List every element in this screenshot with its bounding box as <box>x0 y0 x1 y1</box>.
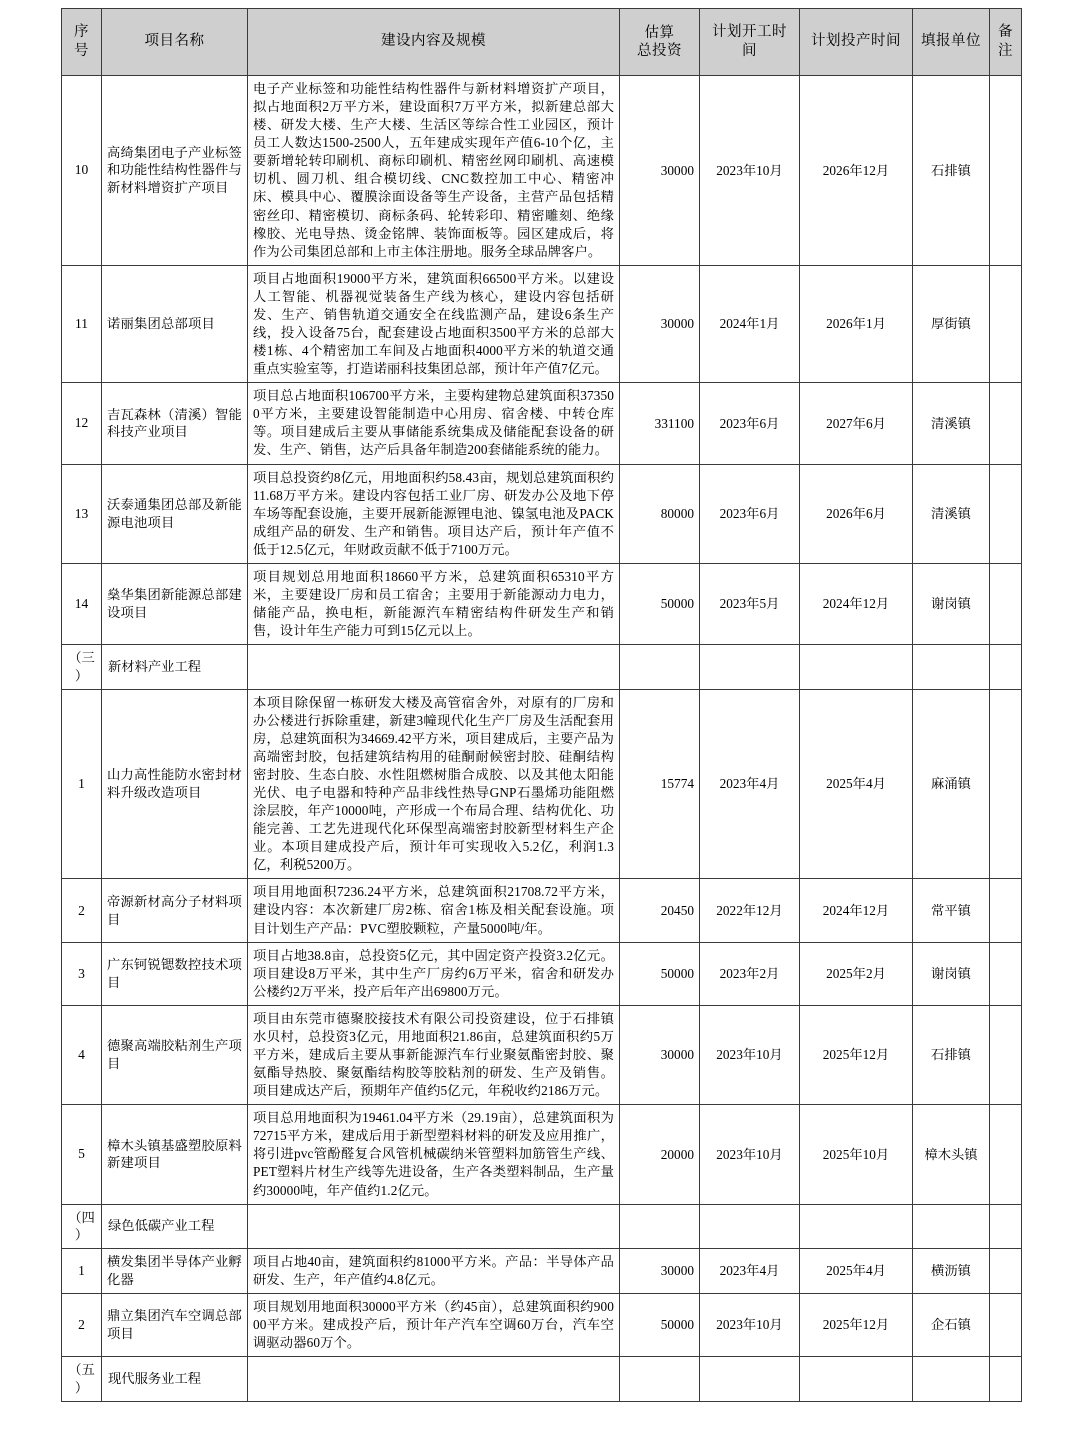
cell-project-name: 燊华集团新能源总部建设项目 <box>102 563 248 644</box>
section-remark-cell <box>990 645 1022 689</box>
section-description-cell <box>248 1204 620 1248</box>
cell-start-date: 2024年1月 <box>700 265 800 382</box>
cell-total-investment: 30000 <box>620 1005 700 1104</box>
table-row <box>62 879 1022 942</box>
cell-sequence: 2 <box>62 1294 102 1357</box>
cell-production-date: 2024年12月 <box>800 879 913 942</box>
cell-production-date: 2026年12月 <box>800 76 913 266</box>
table-row <box>62 76 1022 266</box>
table-row <box>62 942 1022 1005</box>
cell-remark <box>990 464 1022 563</box>
section-unit-cell <box>913 1204 990 1248</box>
cell-description: 项目用地面积7236.24平方米，总建筑面积21708.72平方米，建设内容：本次新建厂房2栋、宿舍1栋及相关配套设施。项目计划生产产品：PVC塑胶颗粒，产量5000吨/年。 <box>248 879 620 942</box>
cell-production-date: 2025年12月 <box>800 1294 913 1357</box>
cell-start-date: 2023年10月 <box>700 76 800 266</box>
project-investment-table <box>61 8 1022 1402</box>
cell-total-investment: 30000 <box>620 265 700 382</box>
section-index: （三） <box>62 645 102 689</box>
section-row <box>62 1204 1022 1248</box>
section-description-cell <box>248 1357 620 1401</box>
cell-reporting-unit: 石排镇 <box>913 1005 990 1104</box>
cell-production-date: 2024年12月 <box>800 563 913 644</box>
cell-project-name: 高绮集团电子产业标签和功能性结构性器件与新材料增资扩产项目 <box>102 76 248 266</box>
table-body <box>62 76 1022 1402</box>
cell-start-date: 2023年10月 <box>700 1005 800 1104</box>
cell-description: 本项目除保留一栋研发大楼及高管宿舍外，对原有的厂房和办公楼进行拆除重建，新建3幢现代化生产厂房及生活配套用房，总建筑面积为34669.42平方米，项目建成后，主要产品为高端密封胶，包括建筑结构用的硅酮耐候密封胶、硅酮结构密封胶、生态白胶、水性阻燃树脂合成胶、以及其他太阳能光伏、电子电器和特种产品非线性热导GNP石墨烯功能阻燃涂层胶，年产10000吨，产形成一个布局合理、结构优化、功能完善、工艺先进现代化环保型高端密封胶新型材料生产企业。本项目建成投产后，预计年可实现收入5.2亿，利润1.3亿，利税5200万。 <box>248 689 620 879</box>
cell-description: 项目规划用地面积30000平方米（约45亩），总建筑面积约90000平方米。建成投产后，预计年产汽车空调60万台，汽车空调驱动器60万个。 <box>248 1294 620 1357</box>
cell-remark <box>990 942 1022 1005</box>
cell-total-investment: 50000 <box>620 942 700 1005</box>
section-start-cell <box>700 1204 800 1248</box>
column-header-total-investment <box>620 9 700 76</box>
column-header-seq: 序号 <box>62 9 102 76</box>
cell-sequence: 14 <box>62 563 102 644</box>
column-header-total-investment-line1: 估算 <box>644 24 675 41</box>
cell-project-name: 帝源新材高分子材料项目 <box>102 879 248 942</box>
section-unit-cell <box>913 1357 990 1401</box>
section-index: （四） <box>62 1204 102 1248</box>
table-row <box>62 1294 1022 1357</box>
cell-sequence: 11 <box>62 265 102 382</box>
cell-total-investment: 15774 <box>620 689 700 879</box>
cell-sequence: 3 <box>62 942 102 1005</box>
cell-description: 项目总用地面积为19461.04平方米（29.19亩），总建筑面积为72715平方米，建成后用于新型塑料材料的研发及应用推广，将引进pvc管酚醛复合风管机械碳纳米管塑料加筋管生产线、PET塑料片材生产线等先进设备，生产各类塑料制品，生产量约30000吨，年产值约1.2亿元。 <box>248 1105 620 1204</box>
cell-sequence: 5 <box>62 1105 102 1204</box>
cell-reporting-unit: 清溪镇 <box>913 383 990 464</box>
column-header-total-investment-line2: 总投资 <box>637 43 682 59</box>
cell-start-date: 2023年6月 <box>700 383 800 464</box>
cell-remark <box>990 1248 1022 1293</box>
cell-total-investment: 20000 <box>620 1105 700 1204</box>
cell-remark <box>990 1105 1022 1204</box>
table-row <box>62 1105 1022 1204</box>
column-header-reporting-unit: 填报单位 <box>913 9 990 76</box>
cell-project-name: 山力高性能防水密封材料升级改造项目 <box>102 689 248 879</box>
cell-description: 项目占地40亩，建筑面积约81000平方米。产品：半导体产品研发、生产，年产值约4.8亿元。 <box>248 1248 620 1293</box>
cell-reporting-unit: 樟木头镇 <box>913 1105 990 1204</box>
cell-total-investment: 50000 <box>620 563 700 644</box>
cell-reporting-unit: 谢岗镇 <box>913 563 990 644</box>
cell-total-investment: 20450 <box>620 879 700 942</box>
section-row <box>62 645 1022 689</box>
cell-description: 项目规划总用地面积18660平方米，总建筑面积65310平方米，主要建设厂房和员工宿舍；主要用于新能源动力电力，储能产品，换电柜，新能源汽车精密结构件研发生产和销售，设计年生产能力可到15亿元以上。 <box>248 563 620 644</box>
section-start-cell <box>700 645 800 689</box>
cell-description: 项目总投资约8亿元，用地面积约58.43亩，规划总建筑面积约11.68万平方米。建设内容包括工业厂房、研发办公及地下停车场等配套设施，主要开展新能源锂电池、镍氢电池及PACK成组产品的研发、生产和销售。项目达产后，预计年产值不低于12.5亿元，年财政贡献不低于7100万元。 <box>248 464 620 563</box>
cell-remark <box>990 879 1022 942</box>
cell-description: 项目总占地面积106700平方米，主要构建物总建筑面积373500平方米，主要建设智能制造中心用房、宿舍楼、中转仓库等。项目建成后主要从事储能系统集成及储能配套设备的研发、生产、销售，达产后具备年制造200套储能系统的能力。 <box>248 383 620 464</box>
section-title: 新材料产业工程 <box>102 645 248 689</box>
column-header-description: 建设内容及规模 <box>248 9 620 76</box>
cell-reporting-unit: 常平镇 <box>913 879 990 942</box>
section-remark-cell <box>990 1357 1022 1401</box>
cell-production-date: 2025年10月 <box>800 1105 913 1204</box>
cell-description: 电子产业标签和功能性结构性器件与新材料增资扩产项目，拟占地面积2万平方米，建设面积7万平方米，拟新建总部大楼、研发大楼、生产大楼、生活区等综合性工业园区，预计员工人数达1500-2500人，五年建成实现年产值6-10个亿，主要新增轮转印刷机、商标印刷机、精密丝网印刷机、高速模切机、圆刀机、组合模切线、CNC数控加工中心、精密冲床、模具中心、覆膜涂面设备等生产设备，主营产品包括精密丝印、精密模切、商标条码、轮转彩印、精密雕刻、绝缘橡胶、光电导热、烫金铭牌、装饰面板等。园区建成后，将作为公司集团总部和上市主体注册地。服务全球品牌客户。 <box>248 76 620 266</box>
section-index: （五） <box>62 1357 102 1401</box>
section-production-cell <box>800 1357 913 1401</box>
cell-total-investment: 30000 <box>620 76 700 266</box>
table-row <box>62 1248 1022 1293</box>
cell-project-name: 广东钶锐锶数控技术项目 <box>102 942 248 1005</box>
column-header-start-date: 计划开工时间 <box>700 9 800 76</box>
cell-sequence: 2 <box>62 879 102 942</box>
cell-remark <box>990 265 1022 382</box>
section-investment-cell <box>620 645 700 689</box>
cell-production-date: 2025年2月 <box>800 942 913 1005</box>
cell-remark <box>990 563 1022 644</box>
cell-start-date: 2023年10月 <box>700 1294 800 1357</box>
section-production-cell <box>800 1204 913 1248</box>
section-title: 现代服务业工程 <box>102 1357 248 1401</box>
cell-remark <box>990 383 1022 464</box>
cell-remark <box>990 1005 1022 1104</box>
cell-reporting-unit: 横沥镇 <box>913 1248 990 1293</box>
cell-production-date: 2027年6月 <box>800 383 913 464</box>
cell-project-name: 樟木头镇基盛塑胶原料新建项目 <box>102 1105 248 1204</box>
cell-start-date: 2023年10月 <box>700 1105 800 1204</box>
section-production-cell <box>800 645 913 689</box>
cell-sequence: 10 <box>62 76 102 266</box>
table-row <box>62 464 1022 563</box>
document-page <box>0 8 1080 1449</box>
cell-production-date: 2025年4月 <box>800 1248 913 1293</box>
table-row <box>62 1005 1022 1104</box>
cell-production-date: 2025年12月 <box>800 1005 913 1104</box>
cell-start-date: 2023年5月 <box>700 563 800 644</box>
cell-reporting-unit: 石排镇 <box>913 76 990 266</box>
cell-reporting-unit: 谢岗镇 <box>913 942 990 1005</box>
cell-remark <box>990 76 1022 266</box>
cell-sequence: 4 <box>62 1005 102 1104</box>
cell-total-investment: 50000 <box>620 1294 700 1357</box>
cell-sequence: 1 <box>62 1248 102 1293</box>
cell-project-name: 沃泰通集团总部及新能源电池项目 <box>102 464 248 563</box>
cell-start-date: 2023年4月 <box>700 689 800 879</box>
cell-project-name: 鼎立集团汽车空调总部项目 <box>102 1294 248 1357</box>
cell-total-investment: 30000 <box>620 1248 700 1293</box>
cell-description: 项目占地面积19000平方米，建筑面积66500平方米。以建设人工智能、机器视觉装备生产线为核心，建设内容包括研发、生产、销售轨道交通安全在线监测产品，建设6条生产线，投入设备75台，配套建设占地面积3500平方米的总部大楼1栋、4个精密加工车间及占地面积4000平方米的轨道交通重点实验室等，打造诺丽科技集团总部，预计年产值7亿元。 <box>248 265 620 382</box>
cell-project-name: 吉瓦森林（清溪）智能科技产业项目 <box>102 383 248 464</box>
table-row <box>62 689 1022 879</box>
column-header-production-date: 计划投产时间 <box>800 9 913 76</box>
section-remark-cell <box>990 1204 1022 1248</box>
cell-production-date: 2025年4月 <box>800 689 913 879</box>
cell-project-name: 诺丽集团总部项目 <box>102 265 248 382</box>
column-header-project-name: 项目名称 <box>102 9 248 76</box>
section-description-cell <box>248 645 620 689</box>
cell-production-date: 2026年6月 <box>800 464 913 563</box>
cell-reporting-unit: 厚街镇 <box>913 265 990 382</box>
section-title: 绿色低碳产业工程 <box>102 1204 248 1248</box>
column-header-remark: 备注 <box>990 9 1022 76</box>
table-row <box>62 563 1022 644</box>
cell-sequence: 1 <box>62 689 102 879</box>
section-investment-cell <box>620 1357 700 1401</box>
table-row <box>62 383 1022 464</box>
cell-production-date: 2026年1月 <box>800 265 913 382</box>
cell-sequence: 13 <box>62 464 102 563</box>
table-header-row <box>62 9 1022 76</box>
cell-reporting-unit: 清溪镇 <box>913 464 990 563</box>
cell-description: 项目占地38.8亩，总投资5亿元，其中固定资产投资3.2亿元。项目建设8万平米，其中生产厂房约6万平米，宿舍和研发办公楼约2万平米，投产后年产出69800万元。 <box>248 942 620 1005</box>
cell-project-name: 横发集团半导体产业孵化器 <box>102 1248 248 1293</box>
cell-reporting-unit: 企石镇 <box>913 1294 990 1357</box>
cell-start-date: 2023年6月 <box>700 464 800 563</box>
cell-start-date: 2023年4月 <box>700 1248 800 1293</box>
section-investment-cell <box>620 1204 700 1248</box>
section-start-cell <box>700 1357 800 1401</box>
cell-start-date: 2022年12月 <box>700 879 800 942</box>
cell-description: 项目由东莞市德聚胶接技术有限公司投资建设，位于石排镇水贝村，总投资3亿元，用地面积21.86亩，总建筑面积约5万平方米，建成后主要从事新能源汽车行业聚氨酯密封胶、聚氨酯导热胶、聚氨酯结构胶等胶粘剂的研发、生产及销售。项目建成达产后，预期年产值约5亿元，年税收约2186万元。 <box>248 1005 620 1104</box>
cell-start-date: 2023年2月 <box>700 942 800 1005</box>
cell-sequence: 12 <box>62 383 102 464</box>
cell-remark <box>990 689 1022 879</box>
cell-remark <box>990 1294 1022 1357</box>
cell-total-investment: 331100 <box>620 383 700 464</box>
table-row <box>62 265 1022 382</box>
cell-total-investment: 80000 <box>620 464 700 563</box>
section-row <box>62 1357 1022 1401</box>
section-unit-cell <box>913 645 990 689</box>
cell-project-name: 德聚高端胶粘剂生产项目 <box>102 1005 248 1104</box>
cell-reporting-unit: 麻涌镇 <box>913 689 990 879</box>
table-header <box>62 9 1022 76</box>
